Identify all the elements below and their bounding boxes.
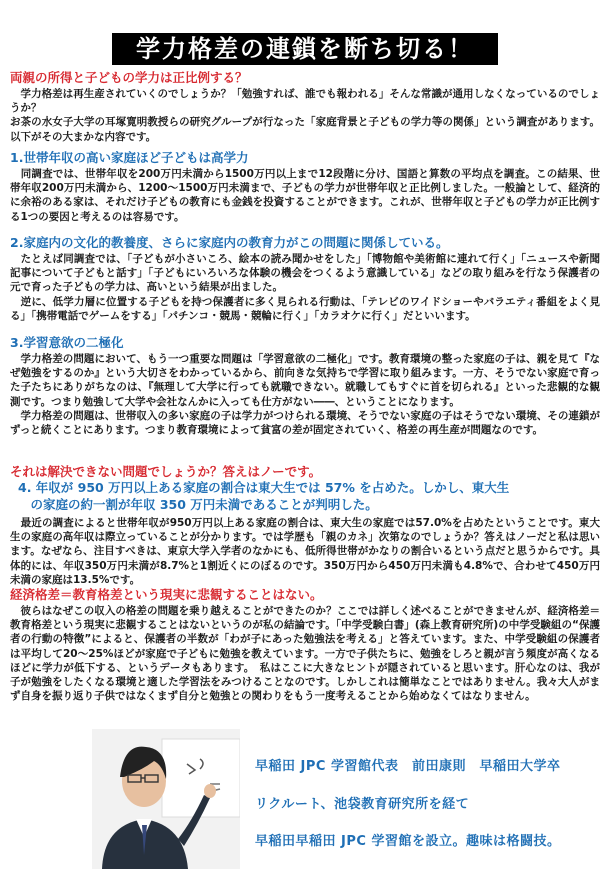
- section-heading-income: 両親の所得と子どもの学力は正比例する？: [10, 70, 248, 85]
- profile-line-2: リクルート、池袋教育研究所を経て: [255, 797, 470, 812]
- section-heading-economic: 経済格差＝教育格差という現実に悲観することはない。: [10, 587, 323, 602]
- section-heading-1: 1.世帯年収の高い家庭ほど子どもは高学力: [10, 150, 249, 165]
- section-body-3: 学力格差の問題において、もう一つ重要な問題は「学習意欲の二極化」です。教育環境の整った家庭の子は、親を見て『なぜ勉強をするのか』という大切さをわかっているから、前向きな気持ちで学習に取り組みます。一方、そうでない家庭で育った子たちにありがちなのは、『無理して大学に行っても就職できない。就職してもすぐに首を切られる』といった悲観的な観測です。つまり勉強して大学や会社なんかに入っても仕方がない――、ということになります。 学力格差の問題は、世帯収入の多い家庭の子は学力がつけられる環境、そうでない家庭の子はそうでない環境、その連鎖がずっと続くことにあります。つまり教育環境によって貧富の差が固定されていく、格差の再生産が問題なのです。: [10, 353, 600, 437]
- section-heading-2: 2.家庭内の文化的教養度、さらに家庭内の教育力がこの問題に関係している。: [10, 235, 449, 250]
- page-title: 学力格差の連鎖を断ち切る！: [112, 33, 498, 65]
- profile-line-1: 早稲田 JPC 学習館代表 前田康則 早稲田大学卒: [255, 759, 561, 774]
- section-highlight-4: 4. 年収が 950 万円以上ある家庭の割合は東大生では 57% を占めた。しかし、東大生 の家庭の約一割が年収 350 万円未満であることが判明した。: [18, 480, 510, 512]
- section-body-2: たとえば同調査では、「子どもが小さいころ、絵本の読み聞かせをした」「博物館や美術館に連れて行く」「ニュースや新聞記事について子どもと話す」「子どもにいろいろな体験の機会をつくるよう意識している」などの取り組みを行なう保護者の元で育った子どもの学力は、高いという結果が出ました。 逆に、低学力層に位置する子どもを持つ保護者に多く見られる行動は、「テレビのワイドショーやバラエティ番組をよく見る」「携帯電話でゲームをする」「パチンコ・競馬・競輪に行く」「カラオケに行く」だといいます。: [10, 253, 600, 322]
- section-heading-3: 3.学習意欲の二極化: [10, 335, 124, 350]
- section-body-4: 最近の調査によると世帯年収が950万円以上ある家庭の割合は、東大生の家庭では57.0%を占めたということです。東大生の家庭の高年収は際立っていることが分かります。では学歴も「親のカネ」次第なのでしょうか？答えはノーだと私は思います。なぜなら、注目すべきは、東京大学入学者のなかにも、低所得世帯がかなりの割合いるという点だと思うからです。具体的には、年収350万円未満が8.7%と1割近くにのぼるのです。350万円から450万円未満も4.8%で、合わせて450万円未満の家庭は13.5%です。: [10, 517, 600, 586]
- profile-line-3: 早稲田早稲田 JPC 学習館を設立。趣味は格闘技。: [255, 834, 561, 849]
- section-heading-solution: それは解決できない問題でしょうか？答えはノーです。: [10, 464, 322, 479]
- section-body-income: 学力格差は再生産されていくのでしょうか？「勉強すれば、誰でも報われる」そんな常識が通用しなくなっているのでしょうか？ お茶の水女子大学の耳塚寛明教授らの研究グループが行なった「家庭背景と子どもの学力等の関係」という調査があります。以下がその大まかな内容です。: [10, 88, 600, 143]
- section-body-economic: 彼らはなぜこの収入の格差の問題を乗り越えることができたのか？ここでは詳しく述べることができませんが、経済格差＝教育格差という現実に悲観することはないというのが私の結論です。「中学受験白書」(森上教育研究所)の中学受験組の“保護者の行動の特徴”によると、保護者の半数が「わが子にあった勉強法を考える」と答えています。また、中学受験組の保護者は平均して20〜25%ほどが家庭で子どもに勉強を教えています。一方で子供たちに、勉強をしろと親が言う頻度が高くなるほどに学力が低下する、というデータもあります。 私はここに大きなヒントが隠されていると思います。肝心なのは、我が子が勉強をしたくなる環境と適した学習法をみつけることなのです。しかしこれは簡単なことではありません。我々大人がまず自身を振り返り子供ではなくまず自分と勉強との関わりをもう一度考えることから始めなくてはなりません。: [10, 605, 600, 703]
- author-photo: [92, 729, 240, 869]
- section-body-1: 同調査では、世帯年収を200万円未満から1500万円以上まで12段階に分け、国語と算数の平均点を調査。この結果、世帯年収200万円未満から、1200〜1500万円未満まで、子どもの学力が世帯年収と正比例しました。一般論として、経済的に余裕のある家は、それだけ子どもの教育にも金銭を投資することができます。これが、世帯年収と子どもの学力が正比例する1つの要因と考えるのは容易です。: [10, 168, 600, 223]
